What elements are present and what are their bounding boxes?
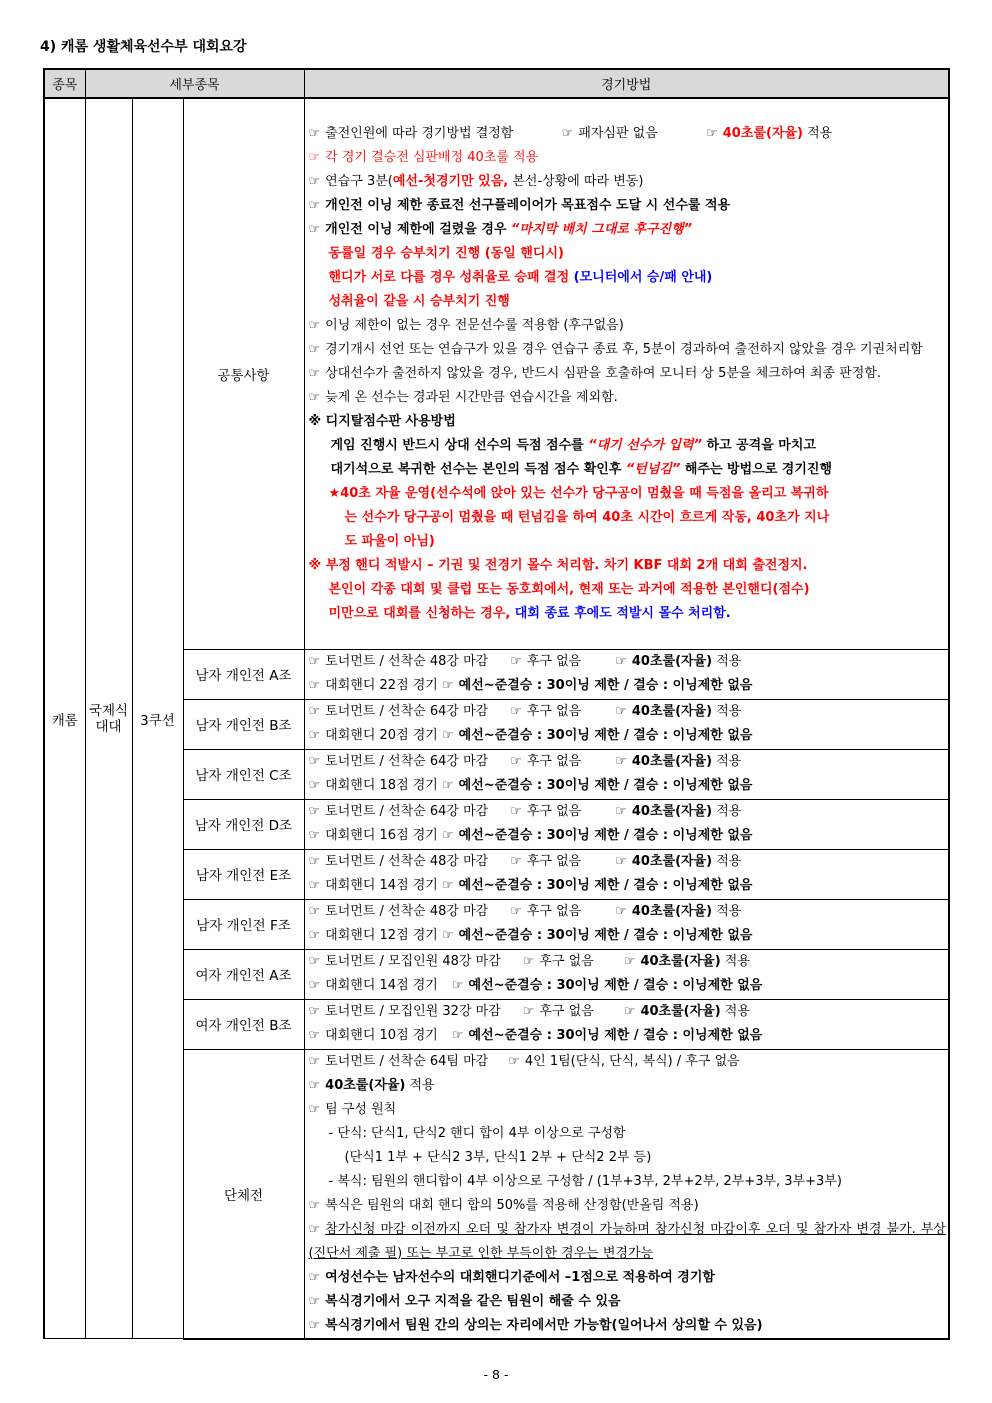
hand-pointer-icon: ☞ — [442, 828, 454, 843]
hand-pointer-icon: ☞ — [510, 654, 522, 669]
hand-pointer-icon: ☞ — [308, 804, 321, 819]
hand-pointer-icon: ☞ — [308, 1293, 321, 1309]
hand-pointer-icon: ☞ — [308, 854, 321, 869]
hand-pointer-icon: ☞ — [623, 1004, 636, 1019]
common-line-2: ☞ 각 경기 결승전 심판배정 40초룰 적용 — [309, 146, 947, 170]
division-rules: ☞ 토너먼트 / 모집인원 32강 마감 ☞ 후구 없음 ☞ 40초룰(자율) 적용 ☞ 대회핸디 10점 경기 ☞ 예선~준결승 : 30이닝 제한 / 결승 : 이닝제한 없음 — [304, 999, 949, 1049]
hand-pointer-icon: ☞ — [615, 904, 627, 919]
common-line-11: ☞ 상대선수가 출전하지 않았을 경우, 반드시 심판을 호출하여 모니터 상 5분을 체크하여 최종 판정함. — [309, 362, 947, 386]
division-rules: ☞ 토너먼트 / 선착순 64강 마감 ☞ 후구 없음 ☞ 40초룰(자율) 적용 ☞ 대회핸디 16점 경기 ☞ 예선~준결승 : 30이닝 제한 / 결승 : 이닝제한 없음 — [304, 799, 949, 849]
hand-pointer-icon: ☞ — [508, 1053, 520, 1069]
hand-pointer-icon: ☞ — [615, 754, 627, 769]
hand-pointer-icon: ☞ — [308, 1028, 321, 1043]
division-rules: ☞ 토너먼트 / 선착순 48강 마감 ☞ 후구 없음 ☞ 40초룰(자율) 적용 ☞ 대회핸디 14점 경기 ☞ 예선~준결승 : 30이닝 제한 / 결승 : 이닝제한 없음 — [304, 849, 949, 899]
common-line-4: ☞ 개인전 이닝 제한 종료전 선구플레이어가 목표점수 도달 시 선수룰 적용 — [309, 194, 947, 218]
hand-pointer-icon: ☞ — [442, 678, 454, 693]
common-line-21: 미만으로 대회를 신청하는 경우, 대회 종료 후에도 적발시 몰수 처리함. — [328, 605, 731, 621]
common-line-9: ☞ 이닝 제한이 없는 경우 전문선수룰 적용함 (후구없음) — [309, 314, 947, 338]
hand-pointer-icon: ☞ — [308, 317, 321, 333]
common-line-10: ☞ 경기개시 선언 또는 연습구가 있을 경우 연습구 종료 후, 5분이 경과하여 출전하지 않았을 경우 기권처리함 — [309, 338, 947, 362]
header-method: 경기방법 — [304, 69, 949, 98]
division-name: 남자 개인전 A조 — [183, 649, 304, 699]
hand-pointer-icon: ☞ — [308, 125, 321, 141]
hand-pointer-icon: ☞ — [451, 1028, 464, 1043]
common-line-17: 는 선수가 당구공이 멈췄을 때 턴넘김을 하여 40초 시간이 흐르게 작동, 40초가 지나 — [344, 509, 830, 525]
hand-pointer-icon: ☞ — [308, 1077, 321, 1093]
team-doubles-rule: - 복식: 팀원의 핸디합이 4부 이상으로 구성함 / (1부+3부, 2부+2부, 2부+3부, 3부+3부) — [328, 1173, 842, 1189]
hand-pointer-icon: ☞ — [510, 804, 522, 819]
division-rules: ☞ 토너먼트 / 선착순 48강 마감 ☞ 후구 없음 ☞ 40초룰(자율) 적용 ☞ 대회핸디 12점 경기 ☞ 예선~준결승 : 30이닝 제한 / 결승 : 이닝제한 없음 — [304, 899, 949, 949]
hand-pointer-icon: ☞ — [308, 173, 321, 189]
hand-pointer-icon: ☞ — [308, 1269, 321, 1285]
hand-pointer-icon: ☞ — [522, 1004, 535, 1019]
division-rules: ☞ 토너먼트 / 모집인원 48강 마감 ☞ 후구 없음 ☞ 40초룰(자율) 적용 ☞ 대회핸디 14점 경기 ☞ 예선~준결승 : 30이닝 제한 / 결승 : 이닝제한 없음 — [304, 949, 949, 999]
hand-pointer-icon: ☞ — [308, 704, 321, 719]
hand-pointer-icon: ☞ — [510, 854, 522, 869]
hand-pointer-icon: ☞ — [308, 654, 321, 669]
hand-pointer-icon: ☞ — [623, 954, 636, 969]
hand-pointer-icon: ☞ — [308, 365, 321, 381]
common-line-16: ★40초 자율 운영(선수석에 앉아 있는 선수가 당구공이 멈췄을 때 득점을 올리고 복귀하 — [328, 485, 829, 501]
hand-pointer-icon: ☞ — [615, 854, 627, 869]
hand-pointer-icon: ☞ — [308, 221, 321, 237]
common-line-3: ☞ 연습구 3분(예선-첫경기만 있음, 본선-상황에 따라 변동) — [309, 170, 947, 194]
common-line-6: 동률일 경우 승부치기 진행 (동일 핸디시) — [328, 245, 564, 261]
hand-pointer-icon: ☞ — [308, 1317, 321, 1333]
common-line-18: 도 파울이 아님) — [344, 533, 435, 549]
common-line-20: 본인이 각종 대회 및 클럽 또는 동호회에서, 현재 또는 과거에 적용한 본인핸디(점수) — [328, 581, 810, 597]
page-number: - 8 - — [483, 1367, 509, 1382]
division-name: 남자 개인전 B조 — [183, 699, 304, 749]
subcategory-cell: 국제식 대대 — [85, 98, 132, 1339]
hand-pointer-icon: ☞ — [308, 1101, 321, 1117]
division-rules: ☞ 토너먼트 / 선착순 64강 마감 ☞ 후구 없음 ☞ 40초룰(자율) 적용 ☞ 대회핸디 18점 경기 ☞ 예선~준결승 : 30이닝 제한 / 결승 : 이닝제한 없음 — [304, 749, 949, 799]
hand-pointer-icon: ☞ — [308, 728, 321, 743]
common-line-15: 대기석으로 복귀한 선수는 본인의 득점 점수 확인후 “턴넘김” 해주는 방법으로 경기진행 — [330, 461, 833, 477]
rules-table — [43, 68, 950, 1340]
hand-pointer-icon: ☞ — [308, 904, 321, 919]
hand-pointer-icon: ☞ — [442, 728, 454, 743]
hand-pointer-icon: ☞ — [308, 1197, 321, 1213]
hand-pointer-icon: ☞ — [308, 1053, 321, 1069]
hand-pointer-icon: ☞ — [308, 1221, 321, 1237]
hand-pointer-icon: ☞ — [308, 754, 321, 769]
common-line-8: 성취율이 같을 시 승부치기 진행 — [328, 293, 510, 309]
division-name: 남자 개인전 E조 — [183, 849, 304, 899]
hand-pointer-icon: ☞ — [615, 654, 627, 669]
common-line-19: ※ 부정 핸디 적발시 – 기권 및 전경기 몰수 처리함. 차기 KBF 대회 2개 대회 출전정지. — [308, 557, 808, 573]
common-line-5: ☞ 개인전 이닝 제한에 걸렸을 경우 “마지막 배치 그대로 후구진행” — [309, 218, 947, 242]
team-singles-rule: - 단식: 단식1, 단식2 핸디 합이 4부 이상으로 구성함 — [328, 1125, 626, 1141]
hand-pointer-icon: ☞ — [442, 928, 454, 943]
common-line-7: 핸디가 서로 다를 경우 성취율로 승패 결정 (모니터에서 승/패 안내) — [328, 269, 713, 285]
hand-pointer-icon: ☞ — [615, 804, 627, 819]
hand-pointer-icon: ☞ — [308, 197, 321, 213]
cue-cell: 3쿠션 — [132, 98, 183, 1339]
team-singles-example: (단식1 1부 + 단식2 3부, 단식1 2부 + 단식2 2부 등) — [344, 1149, 652, 1165]
common-label: 공통사항 — [183, 98, 304, 649]
common-line-12: ☞ 늦게 온 선수는 경과된 시간만큼 연습시간을 제외함. — [309, 386, 947, 410]
common-line-14: 게임 진행시 반드시 상대 선수의 득점 점수를 “대기 선수가 입력” 하고 공격을 마치고 — [330, 437, 816, 453]
hand-pointer-icon: ☞ — [308, 389, 321, 405]
hand-pointer-icon: ☞ — [615, 704, 627, 719]
division-name: 여자 개인전 A조 — [183, 949, 304, 999]
team-roster-change: ☞ 참가신청 마감 이전까지 오더 및 참가자 변경이 가능하며 참가신청 마감이후 오더 및 참가자 변경 불가. 부상(진단서 제출 필) 또는 부고로 인한 부득이한 경우는 변경가능 — [309, 1218, 947, 1266]
scoreboard-heading: ※ 디지탈점수판 사용방법 — [308, 413, 456, 429]
common-line-1: ☞ 출전인원에 따라 경기방법 결정함 ☞ 패자심판 없음 ☞ 40초룰(자율) 적용 — [309, 122, 947, 146]
division-rules: ☞ 토너먼트 / 선착순 48강 마감 ☞ 후구 없음 ☞ 40초룰(자율) 적용 ☞ 대회핸디 22점 경기 ☞ 예선~준결승 : 30이닝 제한 / 결승 : 이닝제한 없음 — [304, 649, 949, 699]
header-category: 종목 — [44, 69, 85, 98]
hand-pointer-icon: ☞ — [510, 704, 522, 719]
hand-pointer-icon: ☞ — [308, 1004, 321, 1019]
hand-pointer-icon: ☞ — [308, 149, 321, 165]
hand-pointer-icon: ☞ — [510, 904, 522, 919]
division-name: 남자 개인전 F조 — [183, 899, 304, 949]
hand-pointer-icon: ☞ — [451, 978, 464, 993]
division-name: 남자 개인전 C조 — [183, 749, 304, 799]
hand-pointer-icon: ☞ — [442, 778, 454, 793]
common-rules — [304, 98, 949, 649]
hand-pointer-icon: ☞ — [522, 954, 535, 969]
hand-pointer-icon: ☞ — [706, 125, 718, 141]
hand-pointer-icon: ☞ — [308, 878, 321, 893]
header-subcategory: 세부종목 — [85, 69, 304, 98]
hand-pointer-icon: ☞ — [308, 978, 321, 993]
hand-pointer-icon: ☞ — [308, 778, 321, 793]
hand-pointer-icon: ☞ — [561, 125, 574, 141]
hand-pointer-icon: ☞ — [442, 878, 454, 893]
category-cell: 캐롬 — [44, 98, 85, 1339]
division-name: 여자 개인전 B조 — [183, 999, 304, 1049]
section-title: 4) 캐롬 생활체육선수부 대회요강 — [40, 39, 247, 55]
division-rules: ☞ 토너먼트 / 선착순 64강 마감 ☞ 후구 없음 ☞ 40초룰(자율) 적용 ☞ 대회핸디 20점 경기 ☞ 예선~준결승 : 30이닝 제한 / 결승 : 이닝제한 없음 — [304, 699, 949, 749]
hand-pointer-icon: ☞ — [308, 928, 321, 943]
hand-pointer-icon: ☞ — [308, 828, 321, 843]
team-rules: ☞ 토너먼트 / 선착순 64팀 마감 ☞ 4인 1팀(단식, 단식, 복식) / 후구 없음 ☞ 40초룰(자율) 적용 ☞ 팀 구성 원칙 - 단식: 단식1, 단식2 핸디 합이 4부 이상으로 구성함 (단식1 1부 + 단식2 3부, 단식1 2부 + 단식2 2부 등) - 복식: 팀원의 핸디합이 4부 이상으로 구성함 / (1부+3부, 2부+2부, 2부+3부, 3부+3부) ☞ 복식은 팀원의 대회 핸디 합의 50%를 적용해 산정함(반올림 적용) ☞ 참가신청 마감 이전까지 오더 및 참가자 변경이 가능하며 참가신청 마감이후 오더 및 참가자 변경 불가. 부상(진단서 제출 필) 또는 부고로 인한 부득이한 경우는 변경가능 ☞ 여성선수는 남자선수의 대회핸디기준에서 –1점으로 적용하여 경기함 ☞ 복식경기에서 오구 지적을 같은 팀원이 해줄 수 있음 ☞ 복식경기에서 팀원 간의 상의는 자리에서만 가능함(일어나서 상의할 수 있음) — [304, 1049, 949, 1339]
division-name: 남자 개인전 D조 — [183, 799, 304, 849]
team-label: 단체전 — [183, 1049, 304, 1339]
hand-pointer-icon: ☞ — [308, 954, 321, 969]
hand-pointer-icon: ☞ — [308, 678, 321, 693]
hand-pointer-icon: ☞ — [510, 754, 522, 769]
hand-pointer-icon: ☞ — [308, 341, 321, 357]
